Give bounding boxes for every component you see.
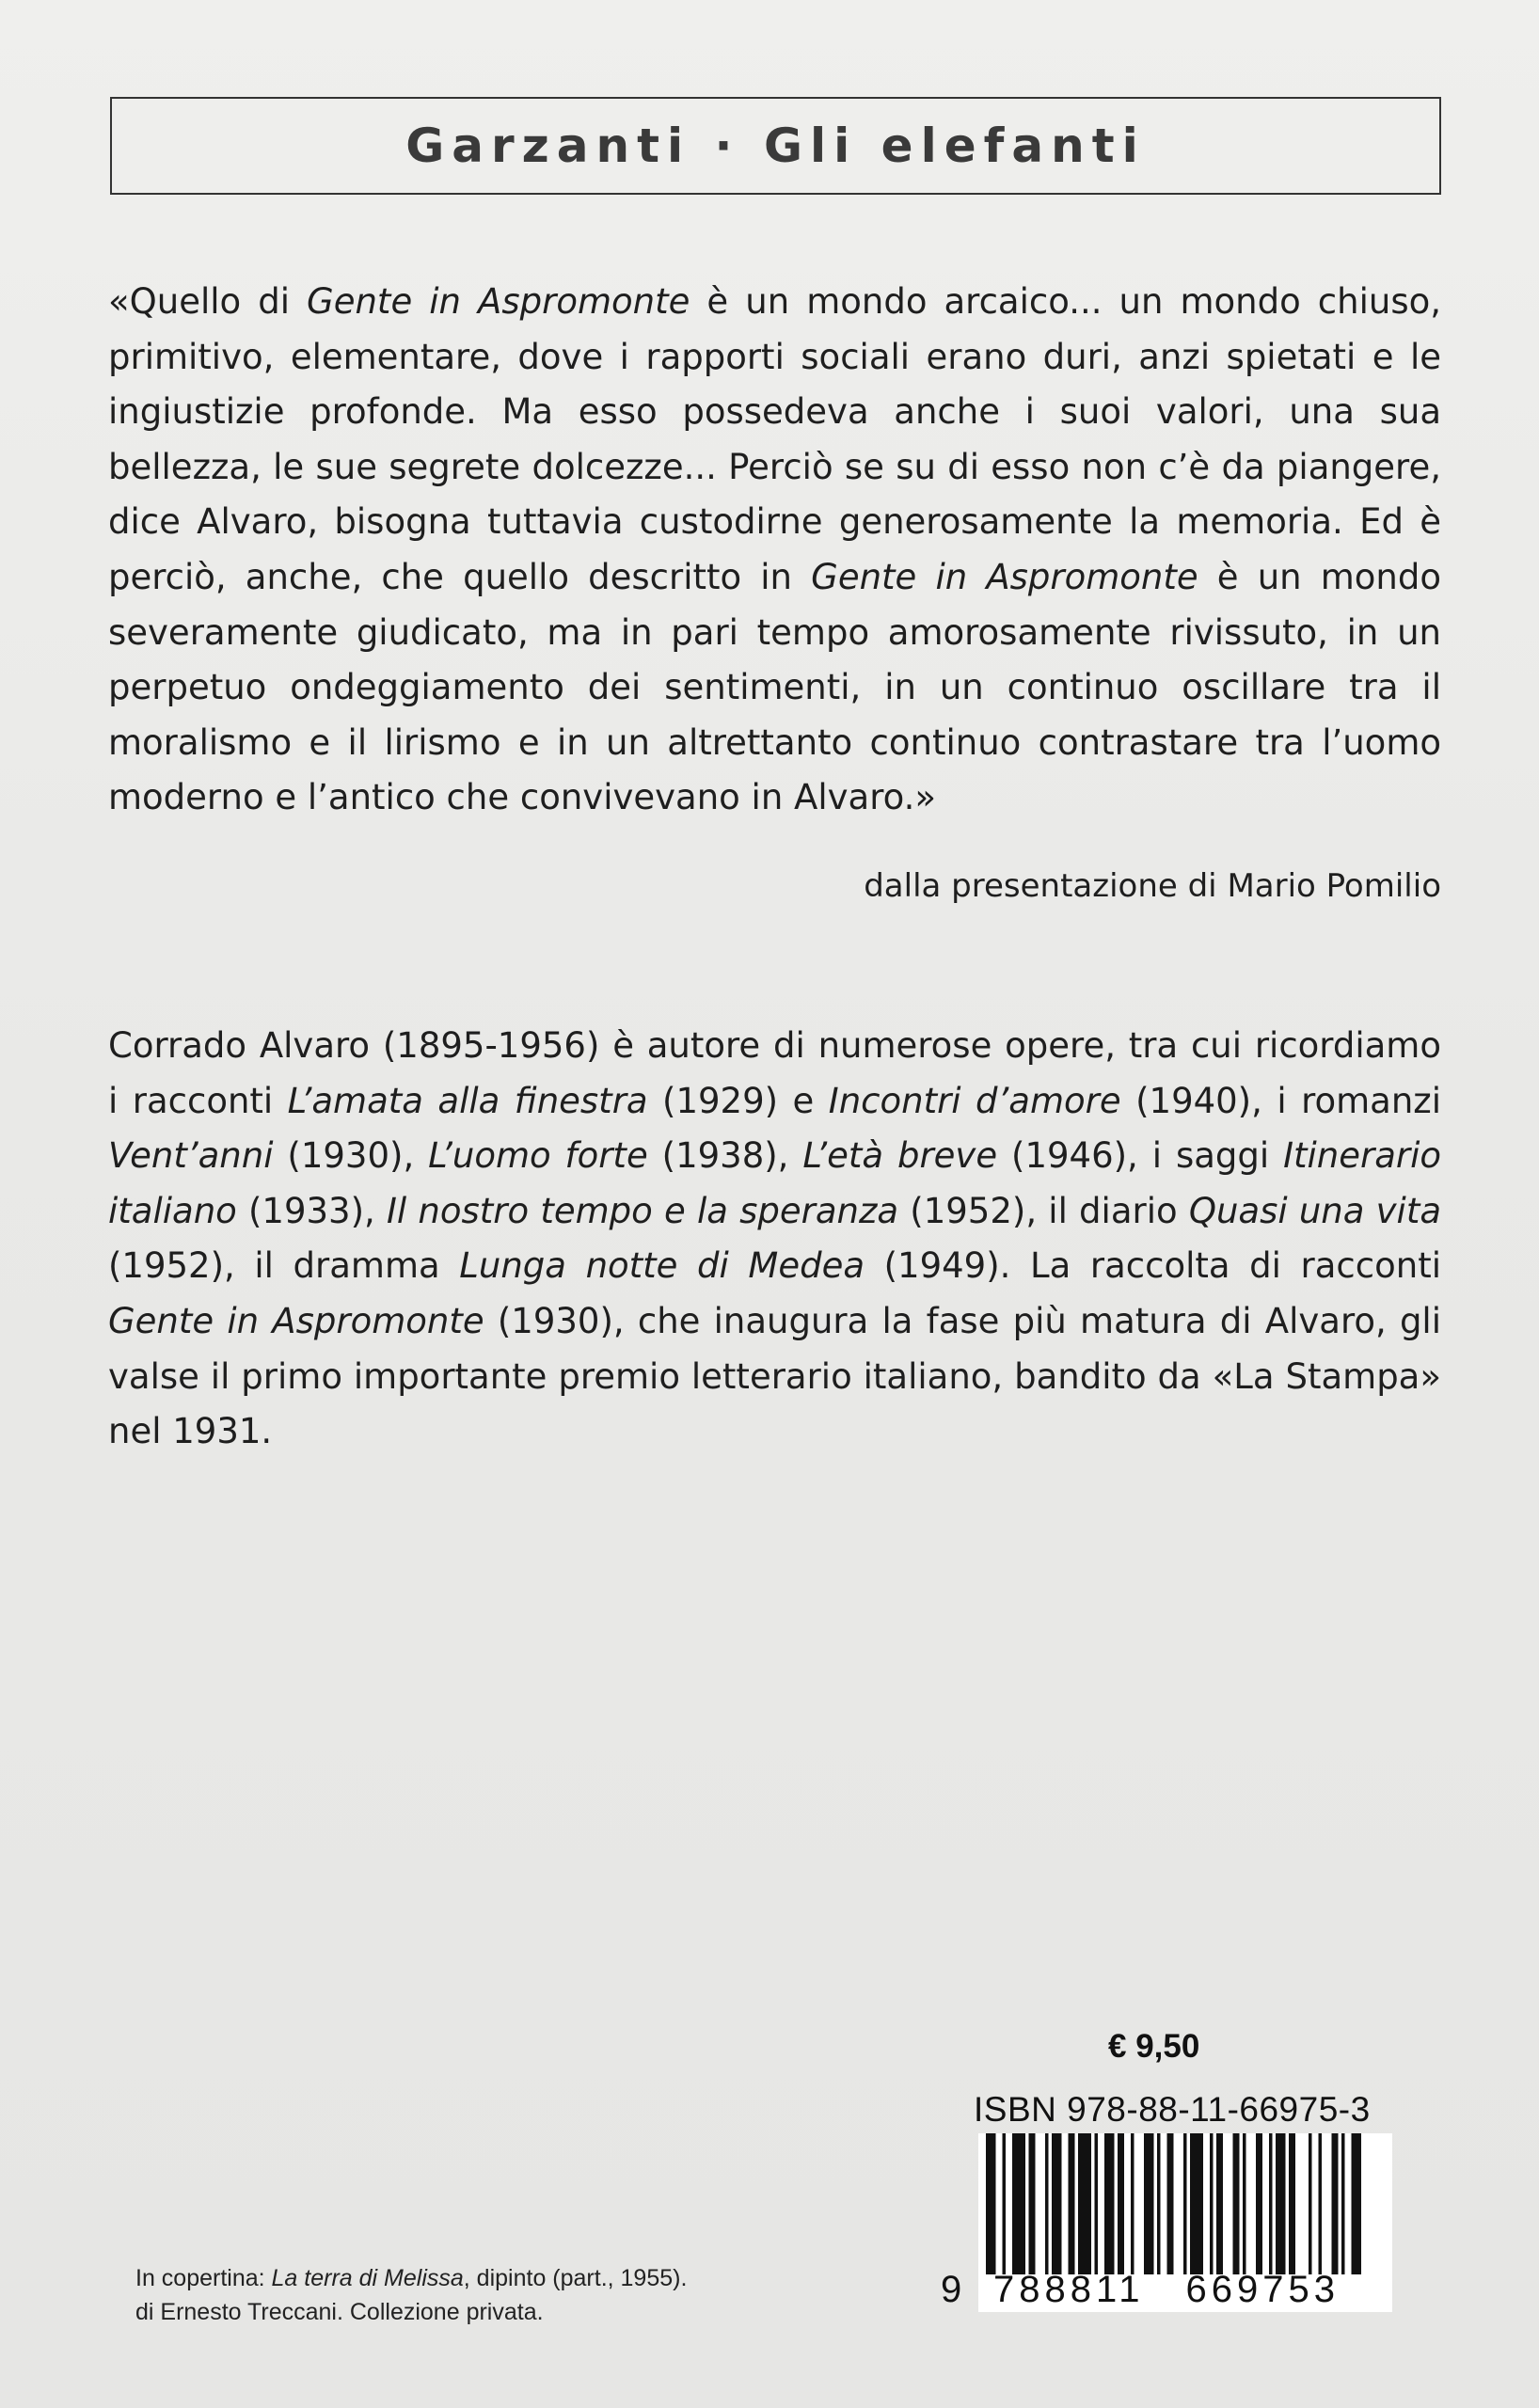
barcode-bar xyxy=(1003,2133,1007,2274)
barcode-bar xyxy=(1190,2133,1203,2274)
barcode-bar xyxy=(1118,2133,1124,2274)
bio-text: (1940), i romanzi xyxy=(1120,1080,1441,1121)
barcode-digits-right: 669753 xyxy=(1185,2269,1340,2310)
bio-text: Corrado Alvaro (1895-1956) è autore di numerose opere, tra cui ricordiamo i racconti xyxy=(108,1025,1441,1121)
barcode-bar xyxy=(1078,2133,1091,2274)
barcode-digits xyxy=(941,2269,1430,2311)
barcode-bar xyxy=(1216,2133,1223,2274)
barcode-bar xyxy=(1341,2133,1345,2274)
barcode-digit-first: 9 xyxy=(941,2269,962,2310)
bio-work-title: Vent’anni xyxy=(108,1135,274,1177)
quote-title-italic: Gente in Aspromonte xyxy=(307,281,690,322)
bio-text: (1929) e xyxy=(647,1080,829,1121)
barcode-bar xyxy=(1276,2133,1286,2274)
bio-work-title: L’età breve xyxy=(802,1135,998,1177)
bio-text: (1938), xyxy=(647,1135,803,1177)
series-title: Garzanti · Gli elefanti xyxy=(405,119,1146,173)
barcode-bar xyxy=(1131,2133,1134,2274)
credit-painting-title: La terra di Melissa xyxy=(271,2265,464,2291)
barcode-bar xyxy=(1045,2133,1049,2274)
author-bio xyxy=(108,1019,1441,1460)
bio-work-title: Quasi una vita xyxy=(1188,1190,1441,1231)
barcode-bar xyxy=(1352,2133,1362,2274)
price-label: € 9,50 xyxy=(1108,2028,1200,2065)
barcode-bar xyxy=(986,2133,996,2274)
barcode-bar xyxy=(1233,2133,1240,2274)
bio-text: (1952), il diario xyxy=(898,1190,1189,1231)
bio-work-title: L’uomo forte xyxy=(428,1135,648,1177)
bio-work-title: Lunga notte di Medea xyxy=(459,1245,865,1287)
barcode-bar xyxy=(1144,2133,1154,2274)
barcode-bar xyxy=(1210,2133,1214,2274)
bio-text: (1946), i saggi xyxy=(997,1135,1284,1177)
barcode-bar xyxy=(1167,2133,1174,2274)
bio-text: (1949). La raccolta di racconti xyxy=(865,1245,1441,1287)
barcode-bars xyxy=(978,2133,1392,2274)
bio-text: (1952), il dramma xyxy=(108,1245,460,1287)
credit-text: di Ernesto Treccani. Collezione privata. xyxy=(135,2299,544,2325)
barcode-bar xyxy=(1069,2133,1075,2274)
quote-text: «Quello di xyxy=(108,281,308,322)
bio-work-title: Gente in Aspromonte xyxy=(108,1300,484,1341)
bio-text: (1930), xyxy=(273,1135,429,1177)
barcode-digits-left: 788811 xyxy=(993,2269,1145,2310)
barcode-bar xyxy=(1012,2133,1025,2274)
barcode-bar xyxy=(1104,2133,1115,2274)
blurb-quote xyxy=(108,275,1441,826)
barcode-bar xyxy=(1256,2133,1262,2274)
bio-text: (1930), che inaugura la fase più matura di Alvaro, gli valse il primo importante premio letterario italiano, bandito da «La Stampa» nel 1931. xyxy=(108,1300,1441,1452)
bio-work-title: Itinerario italiano xyxy=(108,1135,1442,1231)
barcode-bar xyxy=(1095,2133,1099,2274)
credit-text: In copertina: xyxy=(135,2265,272,2291)
bio-work-title: Incontri d’amore xyxy=(828,1080,1121,1121)
bio-work-title: L’amata alla finestra xyxy=(287,1080,648,1121)
barcode-bar xyxy=(1052,2133,1062,2274)
isbn-label: ISBN 978-88-11-66975-3 xyxy=(974,2090,1371,2129)
series-banner xyxy=(110,97,1441,195)
barcode-bar xyxy=(1289,2133,1295,2274)
quote-title-italic: Gente in Aspromonte xyxy=(811,556,1198,597)
barcode-bar xyxy=(1029,2133,1036,2274)
barcode-bar xyxy=(1309,2133,1312,2274)
quote-attribution: dalla presentazione di Mario Pomilio xyxy=(864,867,1441,905)
barcode-bar xyxy=(1157,2133,1161,2274)
quote-text: è un mondo severamente giudicato, ma in pari tempo amorosamente rivissuto, in un perpetuo ondeggiamento dei sentimenti, in un continuo oscillare tra il moralismo e il lirismo e in un altrettanto continuo contrastare tra l’uomo moderno e l’antico che convivevano in Alvaro.» xyxy=(108,556,1441,818)
cover-credit xyxy=(135,2261,832,2329)
bio-text: (1933), xyxy=(236,1190,387,1231)
quote-text: è un mondo arcaico... un mondo chiuso, primitivo, elementare, dove i rapporti sociali erano duri, anzi spietati e le ingiustizie profonde. Ma esso possedeva anche i suoi valori, una sua bellezza, le sue segrete dolcezze... Perciò se su di esso non c’è da piangere, dice Alvaro, bisogna tuttavia custodirne generosamente la memoria. Ed è perciò, anche, che quello descritto in xyxy=(108,281,1441,597)
credit-text: , dipinto (part., 1955). xyxy=(463,2265,688,2291)
barcode-bar xyxy=(1243,2133,1246,2274)
barcode-bar xyxy=(1332,2133,1339,2274)
barcode-bar xyxy=(1183,2133,1187,2274)
bio-work-title: Il nostro tempo e la speranza xyxy=(387,1190,899,1231)
barcode-bar xyxy=(1269,2133,1273,2274)
barcode-bar xyxy=(1319,2133,1323,2274)
